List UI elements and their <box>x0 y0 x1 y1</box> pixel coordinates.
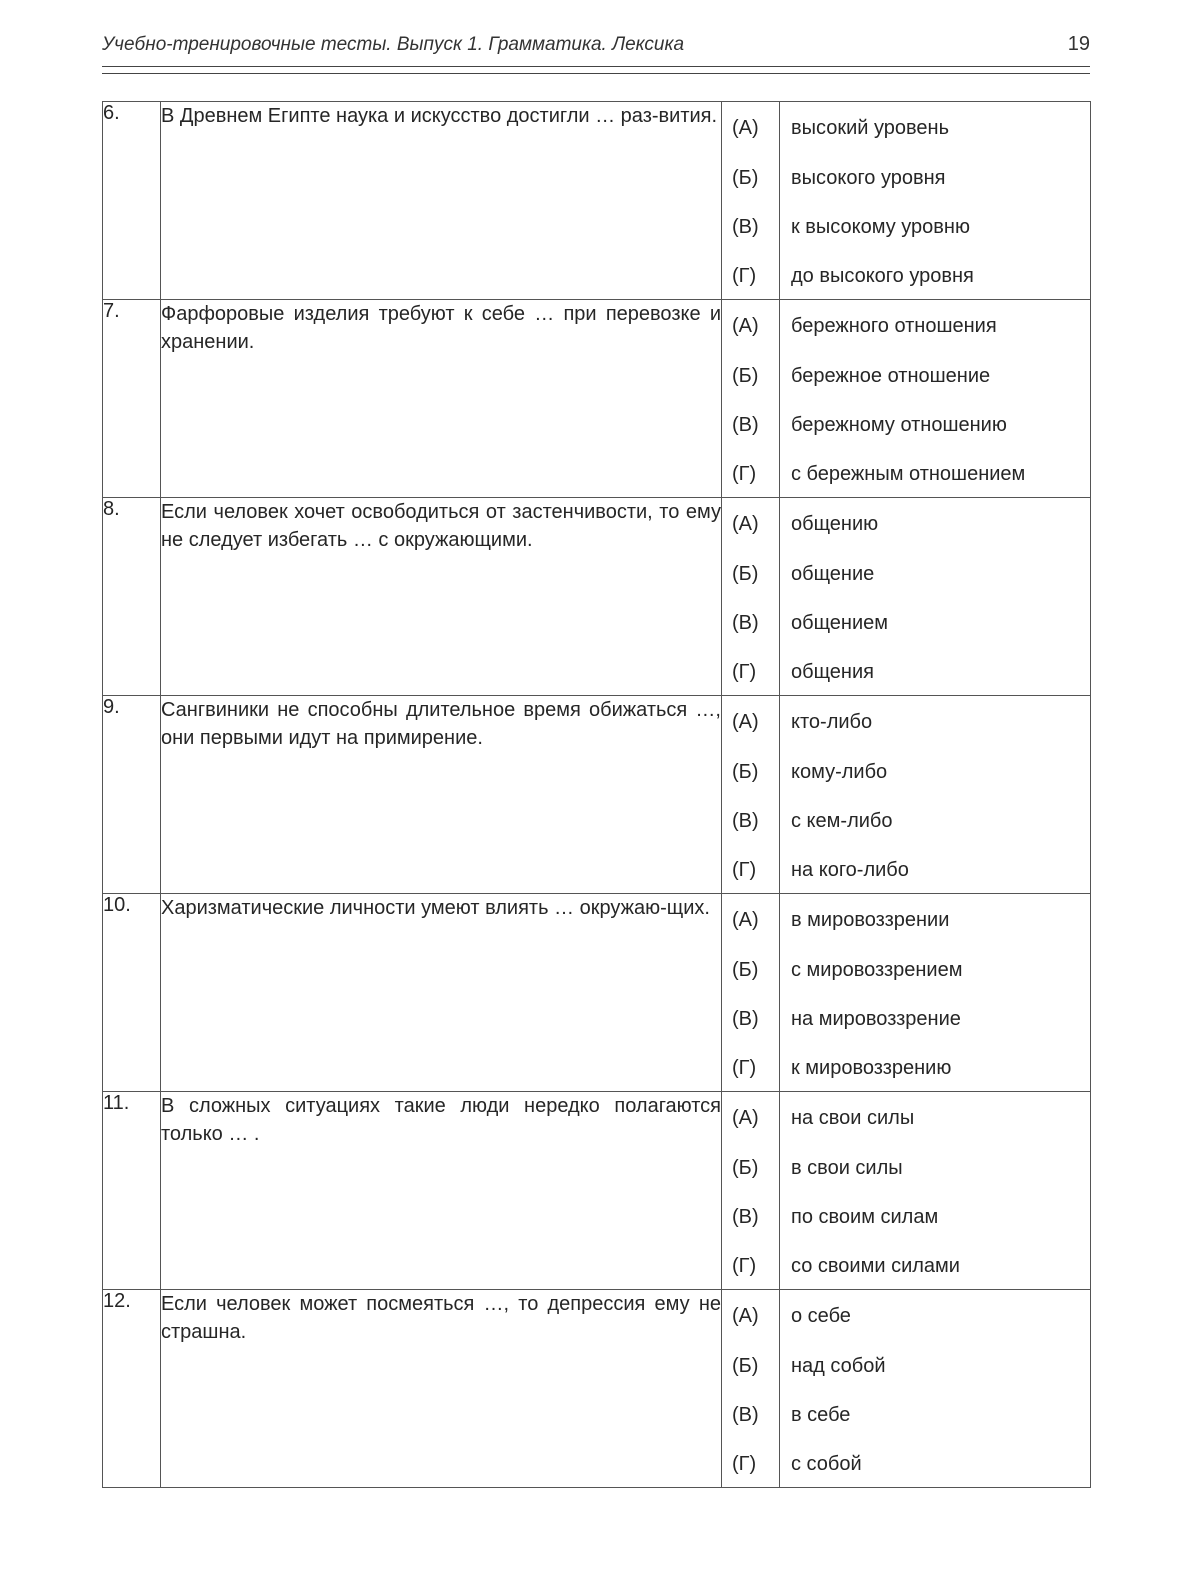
option-letter: (А) <box>732 909 759 931</box>
option-text: бережному отношению <box>791 414 1007 436</box>
option-letter: (В) <box>732 1404 759 1426</box>
option-answers <box>780 1290 1091 1488</box>
option-letter: (А) <box>732 315 759 337</box>
option-text: кто-либо <box>791 711 873 733</box>
question-text: Харизматические личности умеют влиять … окружаю-щих. <box>161 894 722 1092</box>
question-text: Фарфоровые изделия требуют к себе … при перевозке и хранении. <box>161 300 722 498</box>
option-letters <box>722 300 780 498</box>
option-answers <box>780 1092 1091 1290</box>
option-letter: (В) <box>732 612 759 634</box>
option-text: на свои силы <box>791 1107 915 1129</box>
option-text: с собой <box>791 1453 862 1475</box>
questions-table <box>102 101 1091 1488</box>
option-letter: (Б) <box>732 167 759 189</box>
question-row <box>103 498 1091 696</box>
header-divider <box>102 66 1090 74</box>
option-answers <box>780 498 1091 696</box>
option-answers <box>780 300 1091 498</box>
option-text: в мировоззрении <box>791 909 950 931</box>
option-answers <box>780 102 1091 300</box>
option-text: кому-либо <box>791 761 888 783</box>
option-answers <box>780 894 1091 1092</box>
question-number: 12. <box>103 1290 161 1488</box>
option-text: со своими силами <box>791 1255 960 1277</box>
question-text: В Древнем Египте наука и искусство достигли … раз-вития. <box>161 102 722 300</box>
option-text: с бережным отношением <box>791 463 1026 485</box>
option-letter: (А) <box>732 711 759 733</box>
option-letter: (Г) <box>732 265 757 287</box>
question-row <box>103 894 1091 1092</box>
question-row <box>103 102 1091 300</box>
option-text: общения <box>791 661 874 683</box>
option-text: общение <box>791 563 875 585</box>
option-text: высокий уровень <box>791 117 950 139</box>
question-number: 10. <box>103 894 161 1092</box>
option-letter: (Г) <box>732 661 757 683</box>
option-text: бережное отношение <box>791 365 991 387</box>
option-letter: (А) <box>732 513 759 535</box>
option-text: к мировоззрению <box>791 1057 952 1079</box>
option-letter: (Г) <box>732 1057 757 1079</box>
option-letter: (В) <box>732 414 759 436</box>
question-text: Если человек может посмеяться …, то депрессия ему не страшна. <box>161 1290 722 1488</box>
question-number: 6. <box>103 102 161 300</box>
option-letter: (Б) <box>732 1157 759 1179</box>
option-letter: (Г) <box>732 1453 757 1475</box>
option-letter: (В) <box>732 1008 759 1030</box>
option-letters <box>722 102 780 300</box>
option-letter: (Б) <box>732 365 759 387</box>
option-text: в свои силы <box>791 1157 903 1179</box>
option-text: высокого уровня <box>791 167 946 189</box>
option-text: с кем-либо <box>791 810 893 832</box>
question-number: 8. <box>103 498 161 696</box>
option-letter: (Г) <box>732 859 757 881</box>
page-number: 19 <box>1067 33 1090 55</box>
question-text: Если человек хочет освободиться от застенчивости, то ему не следует избегать … с окружающими. <box>161 498 722 696</box>
option-letters <box>722 894 780 1092</box>
option-letters <box>722 498 780 696</box>
option-letter: (Б) <box>732 563 759 585</box>
option-letter: (Б) <box>732 1355 759 1377</box>
option-letters <box>722 1290 780 1488</box>
question-number: 9. <box>103 696 161 894</box>
page-header <box>102 30 1090 64</box>
option-letter: (В) <box>732 1206 759 1228</box>
option-text: на кого-либо <box>791 859 909 881</box>
option-answers <box>780 696 1091 894</box>
question-number: 7. <box>103 300 161 498</box>
option-text: общению <box>791 513 879 535</box>
option-letter: (В) <box>732 810 759 832</box>
question-row <box>103 300 1091 498</box>
option-text: о себе <box>791 1305 851 1327</box>
option-letter: (Б) <box>732 959 759 981</box>
option-letter: (Г) <box>732 1255 757 1277</box>
question-text: Сангвиники не способны длительное время обижаться …, они первыми идут на примирение. <box>161 696 722 894</box>
option-letter: (Г) <box>732 463 757 485</box>
question-row <box>103 1290 1091 1488</box>
option-text: в себе <box>791 1404 851 1426</box>
option-text: до высокого уровня <box>791 265 974 287</box>
question-number: 11. <box>103 1092 161 1290</box>
option-text: с мировоззрением <box>791 959 963 981</box>
option-letter: (А) <box>732 1107 759 1129</box>
question-row <box>103 696 1091 894</box>
option-text: общением <box>791 612 889 634</box>
option-letter: (А) <box>732 117 759 139</box>
option-text: на мировоззрение <box>791 1008 961 1030</box>
option-letter: (А) <box>732 1305 759 1327</box>
header-title: Учебно-тренировочные тесты. Выпуск 1. Грамматика. Лексика <box>102 34 685 55</box>
option-letters <box>722 696 780 894</box>
option-text: над собой <box>791 1355 886 1377</box>
option-text: к высокому уровню <box>791 216 970 238</box>
option-text: бережного отношения <box>791 315 997 337</box>
option-text: по своим силам <box>791 1206 939 1228</box>
option-letters <box>722 1092 780 1290</box>
option-letter: (В) <box>732 216 759 238</box>
option-letter: (Б) <box>732 761 759 783</box>
question-text: В сложных ситуациях такие люди нередко полагаются только … . <box>161 1092 722 1290</box>
question-row <box>103 1092 1091 1290</box>
